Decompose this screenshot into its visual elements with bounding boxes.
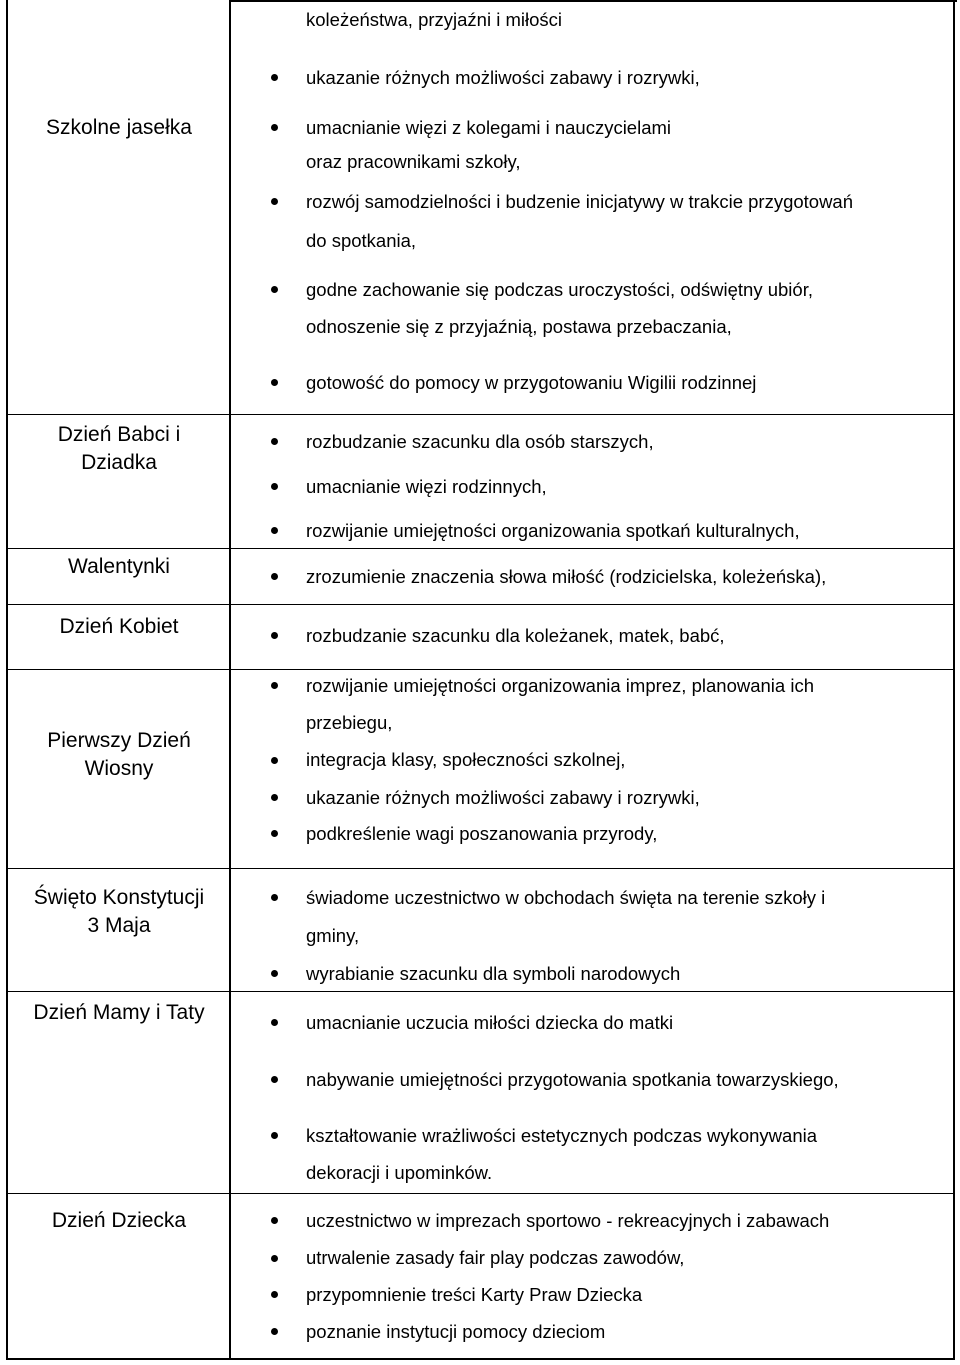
row-title-line: Wiosny — [84, 757, 154, 780]
list-item-text: umacnianie więzi z kolegami i nauczycielami — [306, 117, 672, 138]
bullet-icon — [271, 632, 278, 639]
list-item-text: nabywanie umiejętności przygotowania spotkania towarzyskiego, — [306, 1069, 839, 1090]
list-item-text: przypomnienie treści Karty Praw Dziecka — [306, 1284, 643, 1305]
list-item-text: podkreślenie wagi poszanowania przyrody, — [306, 823, 658, 844]
list-item-text: gotowość do pomocy w przygotowaniu Wigilii rodzinnej — [306, 372, 757, 393]
list-item-text: koleżeństwa, przyjaźni i miłości — [306, 9, 563, 30]
row-divider — [6, 604, 955, 605]
list-item-text: dekoracji i upominków. — [306, 1162, 493, 1183]
row-divider — [6, 548, 955, 549]
bullet-icon — [271, 894, 278, 901]
list-item-text: gminy, — [306, 925, 360, 946]
bullet-icon — [271, 1132, 278, 1139]
bullet-icon — [271, 1217, 278, 1224]
bullet-icon — [271, 794, 278, 801]
bullet-icon — [271, 1328, 278, 1335]
list-item-text: rozbudzanie szacunku dla koleżanek, matek, babć, — [306, 625, 725, 646]
list-item-text: kształtowanie wrażliwości estetycznych podczas wykonywania — [306, 1125, 818, 1146]
table-border-bottom — [6, 1358, 955, 1360]
row-title-swieto-konstytucji — [8, 884, 230, 940]
bullet-icon — [271, 1076, 278, 1083]
row-divider — [6, 669, 955, 670]
list-item-text: umacnianie więzi rodzinnych, — [306, 476, 547, 497]
row-divider — [6, 991, 955, 992]
row-title-pierwszy-dzien-wiosny — [8, 727, 230, 783]
list-item-text: utrwalenie zasady fair play podczas zawodów, — [306, 1247, 685, 1268]
bullet-icon — [271, 1255, 278, 1262]
bullet-icon — [271, 124, 278, 131]
bullet-icon — [271, 1019, 278, 1026]
row-title-dzien-babci — [8, 421, 230, 477]
bullet-icon — [271, 573, 278, 580]
list-item-text: ukazanie różnych możliwości zabawy i rozrywki, — [306, 67, 700, 88]
list-item-text: zrozumienie znaczenia słowa miłość (rodzicielska, koleżeńska), — [306, 566, 827, 587]
bullet-icon — [271, 438, 278, 445]
list-item-text: ukazanie różnych możliwości zabawy i rozrywki, — [306, 787, 700, 808]
bullet-icon — [271, 483, 278, 490]
row-title-walentynki: Walentynki — [68, 555, 170, 578]
bullet-icon — [271, 1291, 278, 1298]
row-title-dzien-kobiet: Dzień Kobiet — [59, 615, 179, 638]
row-title-line: Dzień Babci i — [57, 423, 181, 446]
bullet-icon — [271, 682, 278, 689]
list-item-text: świadome uczestnictwo w obchodach święta na terenie szkoły i — [306, 887, 826, 908]
list-item-text: do spotkania, — [306, 230, 417, 251]
row-title-line: Święto Konstytucji — [33, 886, 205, 909]
list-item-text: godne zachowanie się podczas uroczystości, odświętny ubiór, — [306, 279, 813, 300]
list-item-text: odnoszenie się z przyjaźnią, postawa przebaczania, — [306, 316, 732, 337]
list-item-text: integracja klasy, społeczności szkolnej, — [306, 749, 626, 770]
list-item-text: oraz pracownikami szkoły, — [306, 151, 521, 172]
row-divider — [6, 414, 955, 415]
table-border-top — [230, 0, 957, 2]
bullet-icon — [271, 379, 278, 386]
list-item-text: przebiegu, — [306, 712, 393, 733]
row-title-line: Dziadka — [81, 451, 157, 474]
row-title-dzien-mamy-i-taty: Dzień Mamy i Taty — [33, 1001, 205, 1024]
bullet-icon — [271, 74, 278, 81]
row-title-szkolne-jaselka: Szkolne jasełka — [46, 116, 192, 139]
bullet-icon — [271, 198, 278, 205]
row-title-line: 3 Maja — [87, 914, 151, 937]
bullet-icon — [271, 286, 278, 293]
list-item-text: uczestnictwo w imprezach sportowo - rekreacyjnych i zabawach — [306, 1210, 830, 1231]
list-item-text: rozwijanie umiejętności organizowania imprez, planowania ich — [306, 675, 814, 696]
bullet-icon — [271, 757, 278, 764]
list-item-text: rozwijanie umiejętności organizowania spotkań kulturalnych, — [306, 520, 800, 541]
bullet-icon — [271, 527, 278, 534]
row-title-line: Pierwszy Dzień — [47, 729, 191, 752]
bullet-icon — [271, 970, 278, 977]
row-divider — [6, 868, 955, 869]
list-item-text: poznanie instytucji pomocy dzieciom — [306, 1321, 606, 1342]
row-divider — [6, 1193, 955, 1194]
list-item-text: rozwój samodzielności i budzenie inicjatywy w trakcie przygotowań — [306, 191, 854, 212]
table-border-left — [6, 0, 8, 1360]
table-border-right — [953, 0, 955, 1360]
bullet-icon — [271, 830, 278, 837]
column-divider — [229, 0, 231, 1360]
list-item-text: rozbudzanie szacunku dla osób starszych, — [306, 431, 654, 452]
list-item-text: umacnianie uczucia miłości dziecka do matki — [306, 1012, 674, 1033]
list-item-text: wyrabianie szacunku dla symboli narodowych — [306, 963, 681, 984]
row-title-dzien-dziecka: Dzień Dziecka — [51, 1209, 187, 1232]
